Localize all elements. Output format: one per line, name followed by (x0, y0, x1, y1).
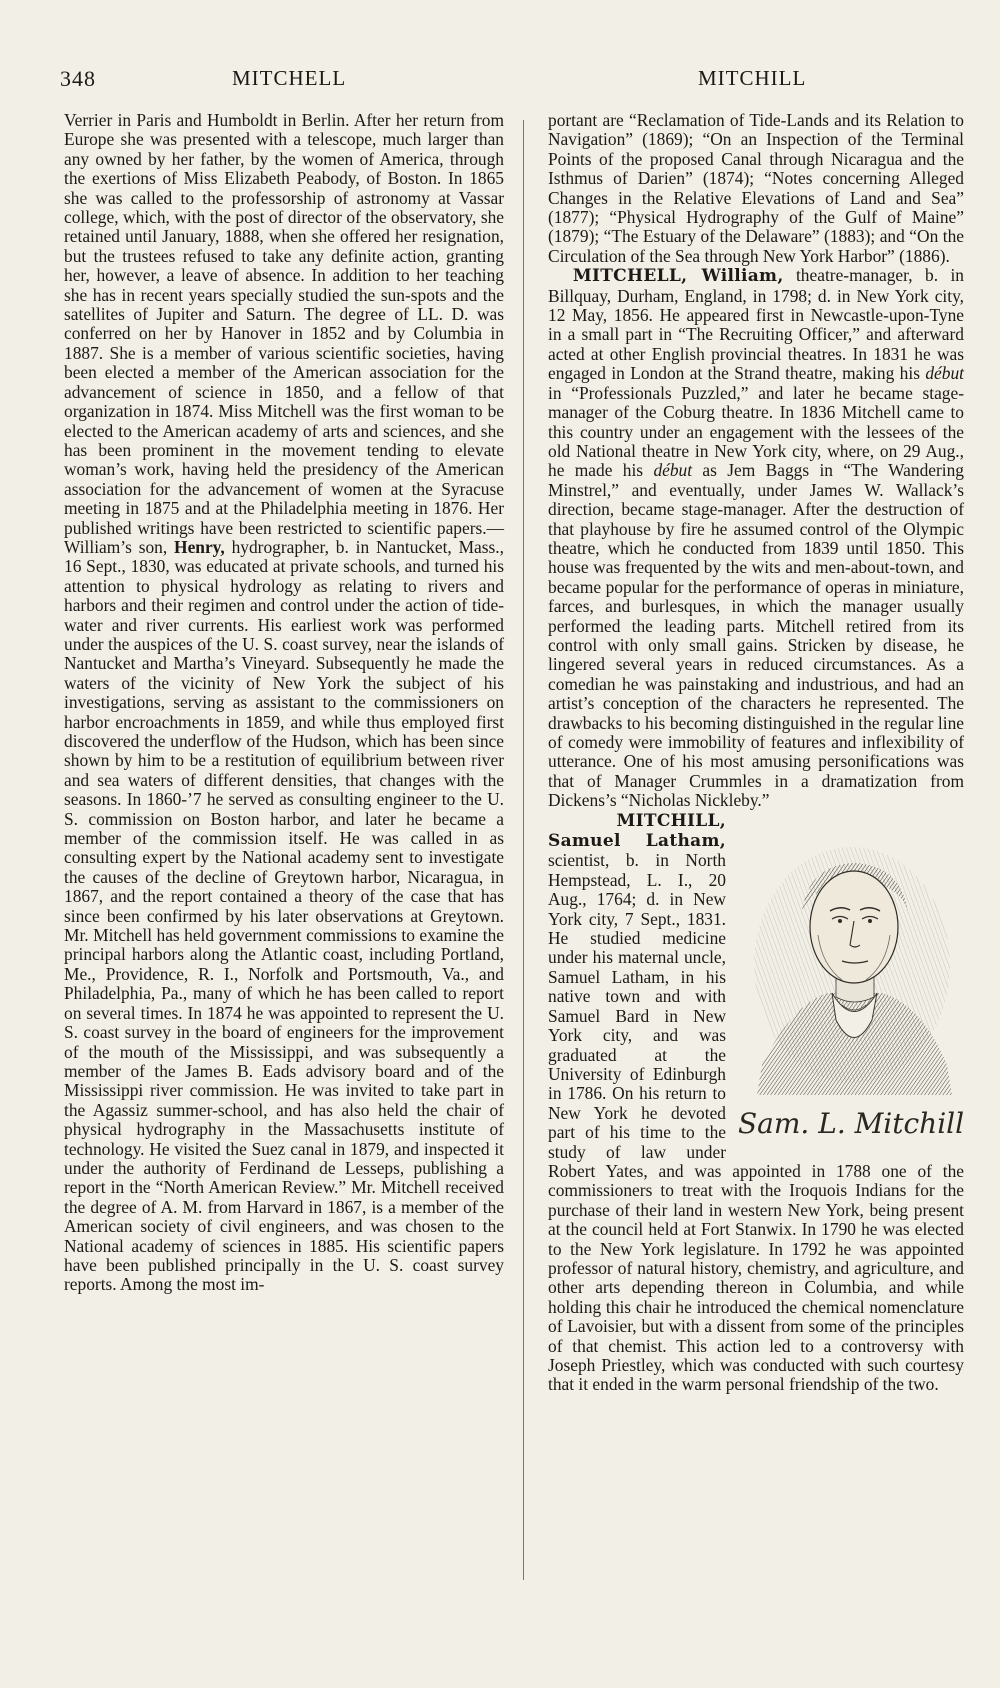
maria-henry-paragraph (64, 111, 504, 1295)
william-mitchell-heading: MITCHELL, William, (572, 266, 784, 287)
page-number: 348 (60, 66, 96, 91)
henry-name: Henry, (174, 536, 225, 557)
samuel-mitchill-entry (548, 811, 964, 1395)
right-column (548, 111, 964, 1395)
column-divider (523, 120, 524, 1580)
page-header (60, 66, 940, 96)
right-running-head: MITCHILL (698, 66, 807, 90)
henry-mitchell-text: hydrographer, b. in Nantucket, Mass., 16 Sept., 1830, was educated at private schools, and turned his attention to physical hydrology as relating to rivers and harbors and their regimen and control under the action of tide-water and river currents. His earliest work was performed under the auspices of the U. S. coast survey, near the islands of Nantucket and Martha’s Vineyard. Subsequently he made the waters of the vicinity of New York the subject of his investigations, serving as assistant to the commissioners on harbor encroachments in 1859, and while thus employed first discovered the underflow of the Hudson, which has been since shown by him to be a restitution of equilibrium between river and sea waters of different densities, that changes with the seasons. In 1860-’7 he served as consulting engineer to the U. S. commission on Boston harbor, and later he became a member of the commission itself. He was called in as consulting expert by the National academy sent to investigate the causes of the decline of Greytown harbor, Nicaragua, in 1867, and the report contained a theory of the case that has since been confirmed by his later observations at Greytown. Mr. Mitchell has held government commissions to examine the principal harbors along the Atlantic coast, including Portland, Me., Providence, R. I., Norfolk and Portsmouth, Va., and Philadelphia, Pa., many of which he has been called to report on several times. In 1874 he was appointed to represent the U. S. coast survey in the board of engineers for the improvement of the mouth of the Mississippi, and was subsequently a member of the James B. Eads advisory board and of the Mississippi river commission. He was invited to take part in the Agassiz summer-school, and has also held the chair of physical hydrography in the Massachusetts institute of technology. He visited the Suez canal in 1879, and inspected it under the authority of Ferdinand de Lesseps, publishing a report in the “North American Review.” Mr. Mitchell received the degree of A. M. from Harvard in 1867, is a member of the American society of civil engineers, and was chosen to the National academy of sciences in 1885. His scientific papers have been published principally in the U. S. coast survey reports. Among the most im- (64, 536, 504, 1295)
maria-mitchell-text: Verrier in Paris and Humboldt in Berlin. After her return from Europe she was presented with a telescope, much larger than any owned by her father, by the women of America, through the exertions of Miss Elizabeth Peabody, of Boston. In 1865 she was called to the professorship of astronomy at Vassar college, which, with the post of director of the observatory, she retained until January, 1888, when she offered her resignation, but the trustees refused to take any definite action, granting her, however, a leave of absence. In addition to her teaching she has in recent years specially studied the sun-spots and the satellites of Jupiter and Saturn. The degree of LL. D. was conferred on her by Hanover in 1852 and by Columbia in 1887. She is a member of various scientific societies, having been elected a member of the American association for the advancement of science in 1850, and a fellow of that organization in 1874. Miss Mitchell was the first woman to be elected to the American academy of arts and sciences, and she has been prominent in the movement tending to elevate woman’s work, having held the presidency of the American association for the advancement of women at the Syracuse meeting in 1875 and at the Philadelphia meeting in 1876. Her published writings have been restricted to scientific papers.—William’s son, (64, 110, 504, 557)
henry-continued-paragraph: portant are “Reclamation of Tide-Lands and its Relation to Navigation” (1869); “On an Inspection of the Terminal Points of the proposed Canal through Nicaragua and the Isthmus of Darien” (1874); “Notes concerning Alleged Changes in the Relative Elevations of Land and Sea” (1877); “Physical Hydrography of the Gulf of Maine” (1879); “The Estuary of the Delaware” (1883); and “On the Circulation of the Sea through New York Harbor” (1886). (548, 110, 964, 266)
left-running-head: MITCHELL (232, 66, 347, 90)
william-text-3: as Jem Baggs in “The Wandering Minstrel,” and eventually, under James W. Wallack’s direction, became stage-manager. After the destruction of that playhouse by fire he assumed control of the Olympic theatre, which he conducted from 1839 until 1850. This house was frequented by the wits and men-about-town, and became popular for the performance of operas in miniature, farces, and burlesques, in which the manager usually performed the leading parts. Mitchell retired from its control with only small gains. Stricken by disease, he lingered several years in reduced circumstances. As a comedian he was painstaking and industrious, and had an artist’s conception of the characters he represented. The drawbacks to his becoming distinguished in the regular line of comedy were immobility of features and inflexibility of utterance. One of his most amusing personifications was that of Manager Crummles in a dramatization from Dickens’s “Nicholas Nickleby.” (548, 460, 964, 811)
samuel-mitchill-heading: MITCHILL, Samuel Latham, (548, 810, 726, 852)
samuel-mitchill-text: scientist, b. in North Hempstead, L. I., 20 Aug., 1764; d. in New York city, 7 Sept., 1831. He studied medicine under his maternal uncle, Samuel Latham, in his native town and with Samuel Bard in New York city, and was graduated at the University of Edinburgh in 1786. On his return to New York he devoted part of his time to the study of law under Robert Yates, and was appointed in 1788 one of the commissioners to treat with the Iroquois Indians for the purchase of their land in western New York, being present at the council held at Fort Stanwix. In 1790 he was elected to the New York legislature. In 1792 he was appointed professor of natural history, chemistry, and agriculture, and other arts depending thereon in Columbia, and while holding this chair he introduced the chemical nomenclature of Lavoisier, but with a dissent from some of the principles of that chemist. This action led to a controversy with Joseph Priestley, which was conducted with such courtesy that it ended in the warm personal friendship of the two. (548, 850, 964, 1395)
debut-word-1: début (925, 363, 964, 384)
william-text-2: in “Professionals Puzzled,” and later he became stage-manager of the Coburg theatre. In 1836 Mitchell came to this country under an engagement with the lessees of the old National theatre in New York city, where, on 29 Aug., he made his (548, 382, 964, 481)
william-mitchell-entry (548, 266, 964, 810)
debut-word-2: début (653, 460, 693, 481)
mitchill-portrait-engraving (732, 815, 964, 1155)
portrait-figure (732, 815, 964, 1155)
portrait-signature: Sam. L. Mitchill (738, 1106, 964, 1140)
left-column (64, 111, 504, 1295)
william-text-1: theatre-manager, b. in Billquay, Durham, England, in 1798; d. in New York city, 12 May, 1856. He appeared first in Newcastle-upon-Tyne in a small part in “The Recruiting Officer,” and afterward acted at other English provincial theatres. In 1831 he was engaged in London at the Strand theatre, making his (548, 265, 964, 384)
